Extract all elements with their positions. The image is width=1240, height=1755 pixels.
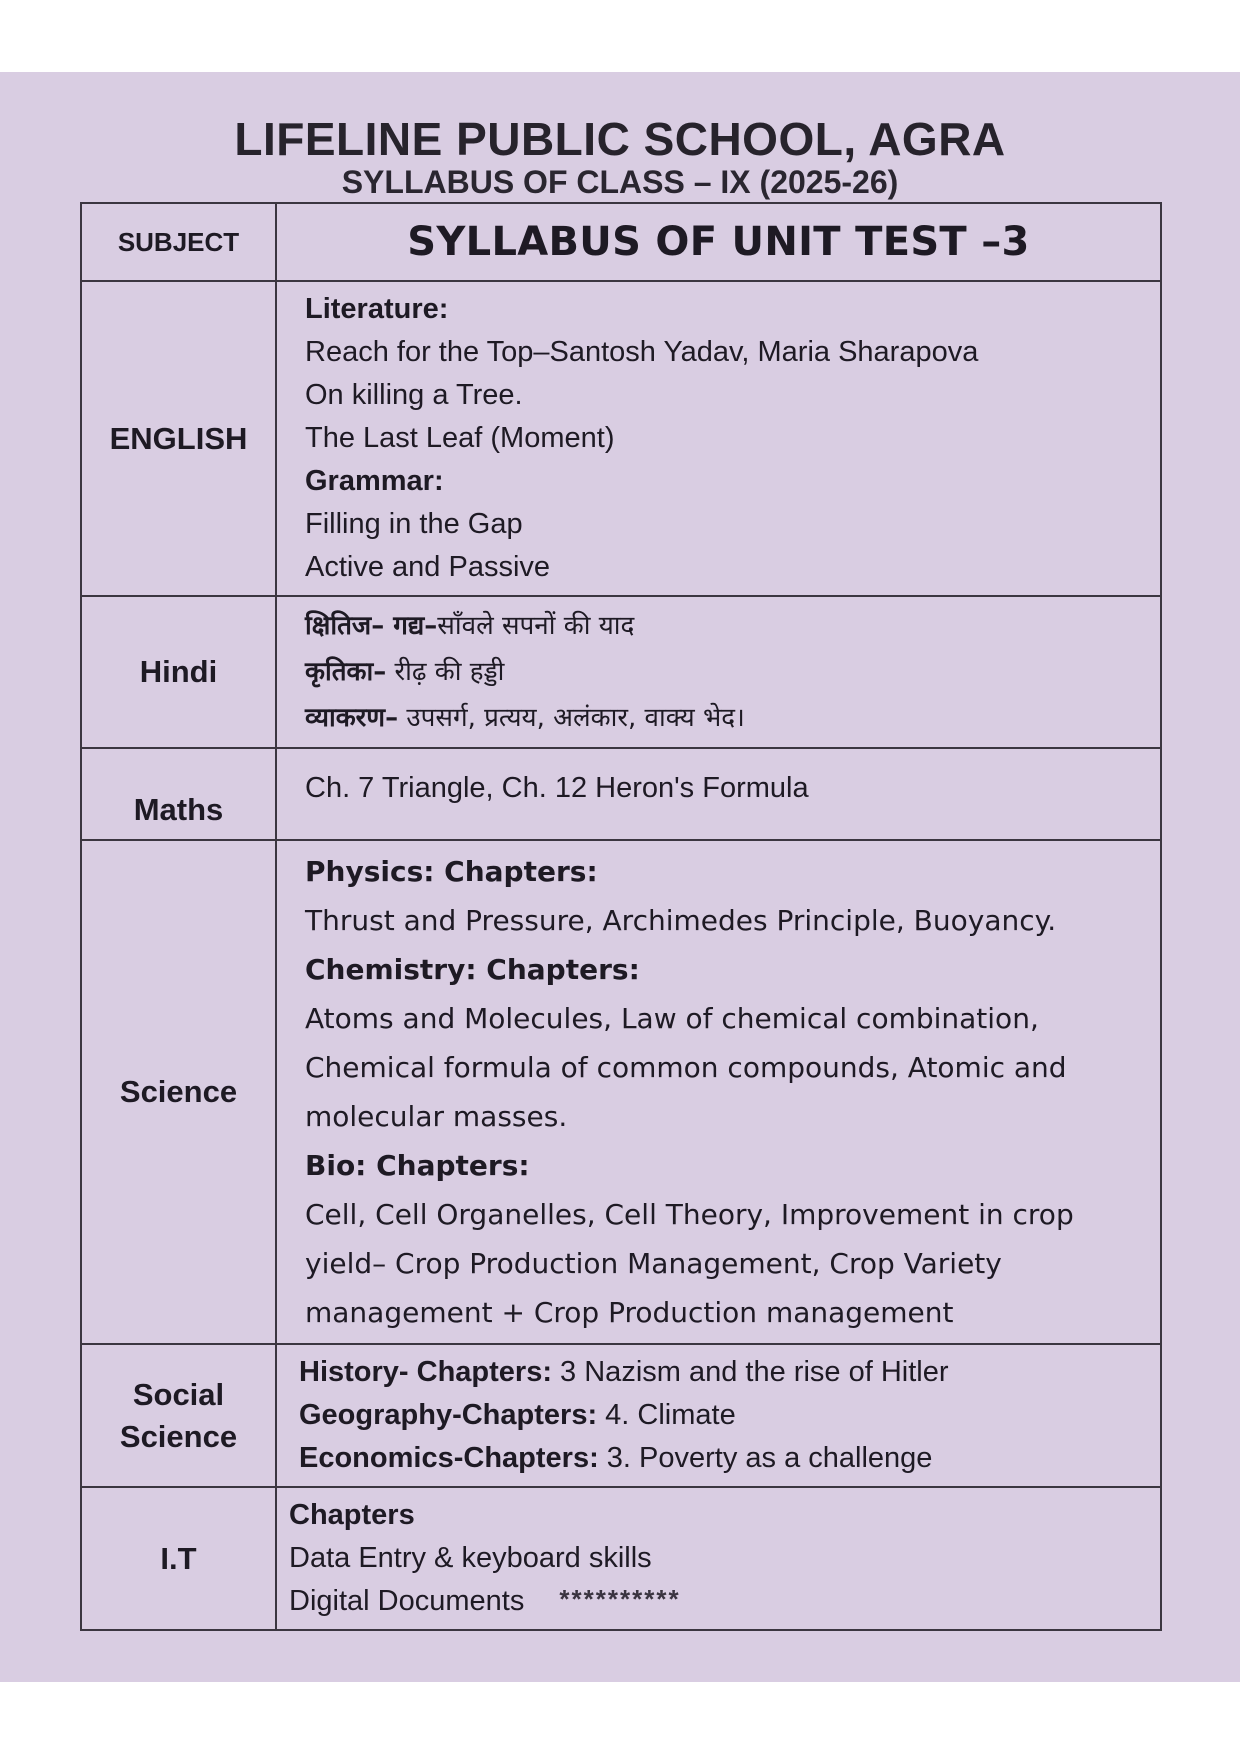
- social-line: [299, 1437, 1160, 1480]
- subject-english: ENGLISH: [81, 281, 276, 596]
- footer-stars: **********: [559, 1584, 681, 1614]
- english-syllabus: [276, 281, 1161, 596]
- hindi-text: रीढ़ की हड्डी: [386, 657, 505, 687]
- class-syllabus-title: SYLLABUS OF CLASS – IX (2025-26): [341, 164, 899, 200]
- hindi-line: [305, 649, 1160, 695]
- subject-it: I.T: [81, 1487, 276, 1630]
- hindi-line: [305, 603, 1160, 649]
- hindi-label: व्याकरण–: [305, 703, 399, 733]
- subject-science: Science: [81, 840, 276, 1344]
- social-label: Geography-Chapters:: [299, 1399, 598, 1431]
- science-line: Cell, Cell Organelles, Cell Theory, Improvement in crop: [305, 1198, 1074, 1231]
- social-label: History- Chapters:: [299, 1356, 552, 1388]
- it-line: Digital Documents: [289, 1585, 525, 1617]
- table-row-social-science: [81, 1344, 1161, 1487]
- science-line: yield– Crop Production Management, Crop Variety: [305, 1247, 1002, 1280]
- science-chemistry-heading: Chemistry: Chapters:: [305, 953, 640, 986]
- social-line: [299, 1394, 1160, 1437]
- school-name: LIFELINE PUBLIC SCHOOL, AGRA: [234, 113, 1006, 165]
- english-line: Filling in the Gap: [305, 508, 523, 540]
- social-label: Economics-Chapters:: [299, 1442, 599, 1474]
- subject-column-header: SUBJECT: [81, 203, 276, 281]
- science-physics-heading: Physics: Chapters:: [305, 855, 598, 888]
- science-syllabus: [276, 840, 1161, 1344]
- english-line: Active and Passive: [305, 551, 551, 583]
- english-grammar-heading: Grammar:: [305, 465, 444, 497]
- science-line: molecular masses.: [305, 1100, 568, 1133]
- social-text: 3. Poverty as a challenge: [598, 1442, 933, 1474]
- document-page: [0, 72, 1240, 1682]
- table-row-hindi: [81, 596, 1161, 748]
- science-bio-heading: Bio: Chapters:: [305, 1149, 530, 1182]
- subject-hindi: Hindi: [81, 596, 276, 748]
- hindi-line: [305, 695, 1160, 741]
- subject-social-science: [81, 1344, 276, 1487]
- table-row-english: [81, 281, 1161, 596]
- science-line: Thrust and Pressure, Archimedes Principle, Buoyancy.: [305, 904, 1057, 937]
- hindi-label: कृतिका–: [305, 657, 387, 687]
- social-line: [299, 1351, 1160, 1394]
- subject-social-line1: Social: [132, 1376, 225, 1412]
- syllabus-column-header: SYLLABUS OF UNIT TEST –3: [276, 203, 1161, 281]
- english-line: The Last Leaf (Moment): [305, 422, 615, 454]
- maths-line: Ch. 7 Triangle, Ch. 12 Heron's Formula: [305, 772, 809, 804]
- hindi-syllabus: [276, 596, 1161, 748]
- subject-social-line2: Science: [119, 1418, 238, 1454]
- maths-syllabus: [276, 748, 1161, 840]
- table-row-science: [81, 840, 1161, 1344]
- hindi-text: उपसर्ग, प्रत्यय, अलंकार, वाक्य भेद।: [398, 703, 745, 733]
- science-line: Chemical formula of common compounds, Atomic and: [305, 1051, 1067, 1084]
- syllabus-table: [80, 202, 1162, 1631]
- social-science-syllabus: [276, 1344, 1161, 1487]
- it-line: Data Entry & keyboard skills: [289, 1542, 652, 1574]
- english-line: Reach for the Top–Santosh Yadav, Maria Sharapova: [305, 336, 979, 368]
- it-chapters-heading: Chapters: [289, 1499, 415, 1531]
- hindi-label: क्षितिज– गद्य–: [305, 611, 438, 641]
- table-row-maths: [81, 748, 1161, 840]
- subject-maths: Maths: [81, 748, 276, 840]
- table-header-row: [81, 203, 1161, 281]
- science-line: management + Crop Production management: [305, 1296, 954, 1329]
- hindi-text: साँवले सपनों की याद: [437, 611, 635, 641]
- social-text: 3 Nazism and the rise of Hitler: [552, 1356, 949, 1388]
- science-line: Atoms and Molecules, Law of chemical combination,: [305, 1002, 1039, 1035]
- social-text: 4. Climate: [597, 1399, 736, 1431]
- english-literature-heading: Literature:: [305, 293, 449, 325]
- english-line: On killing a Tree.: [305, 379, 523, 411]
